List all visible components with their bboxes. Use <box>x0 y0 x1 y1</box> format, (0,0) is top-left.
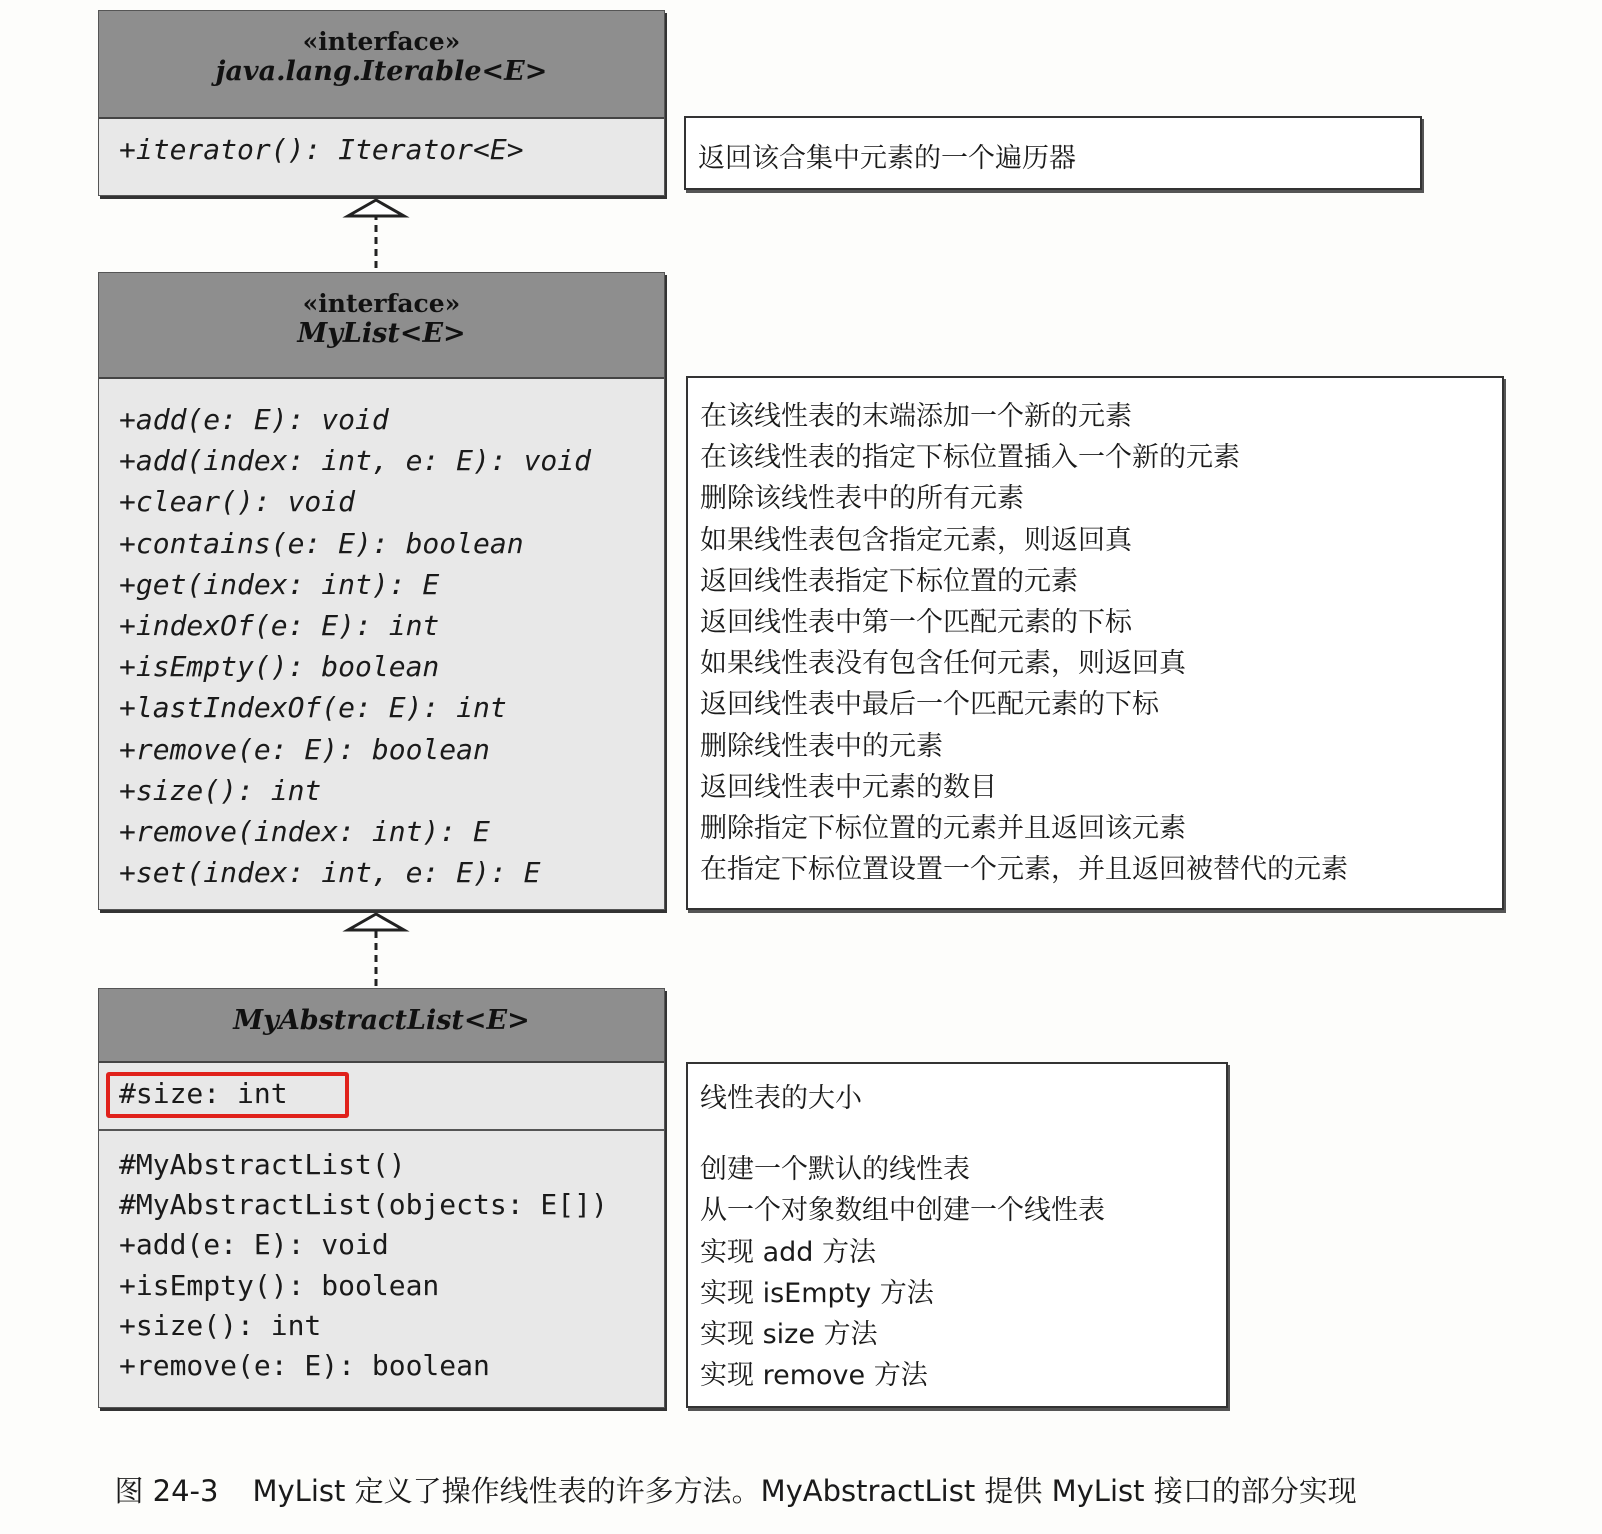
method-line: +contains(e: E): boolean <box>119 526 524 560</box>
note-line: 返回该合集中元素的一个遍历器 <box>698 143 1076 174</box>
note-line: 返回线性表指定下标位置的元素 <box>700 565 1078 597</box>
note-line: 创建一个默认的线性表 <box>700 1154 970 1186</box>
mylist-note <box>686 376 1504 910</box>
method-line: +remove(e: E): boolean <box>119 732 490 766</box>
mylist-class-box <box>98 272 665 910</box>
abstractlist-name: MyAbstractList<E> <box>233 1005 530 1036</box>
note-line: 返回线性表中元素的数目 <box>700 771 997 803</box>
note-line: 删除指定下标位置的元素并且返回该元素 <box>700 813 1186 845</box>
method-line: +add(e: E): void <box>119 1228 389 1262</box>
mylist-name: MyList<E> <box>297 318 466 349</box>
abstractlist-header <box>99 989 664 1063</box>
method-line: +iterator(): Iterator<E> <box>119 133 524 166</box>
note-line: 在该线性表的末端添加一个新的元素 <box>700 401 1132 432</box>
note-line: 返回线性表中最后一个匹配元素的下标 <box>700 689 1159 721</box>
method-line: +get(index: int): E <box>119 567 440 601</box>
size-attribute-highlight <box>106 1072 349 1118</box>
method-line: +set(index: int, e: E): E <box>119 856 541 890</box>
iterable-note <box>684 116 1422 190</box>
iterable-methods <box>99 119 664 166</box>
method-line: +clear(): void <box>119 485 356 519</box>
method-line: #MyAbstractList(objects: E[]) <box>119 1188 608 1222</box>
iterable-stereotype: «interface» <box>302 27 461 56</box>
iterable-header <box>99 11 664 119</box>
abstractlist-note <box>686 1062 1228 1408</box>
note-line: 实现 add 方法 <box>700 1236 876 1268</box>
note-line: 删除该线性表中的所有元素 <box>700 483 1024 515</box>
method-line: +indexOf(e: E): int <box>119 609 440 643</box>
abstractlist-methods <box>99 1131 664 1386</box>
method-line: #MyAbstractList() <box>119 1148 406 1181</box>
method-line: +size(): int <box>119 1308 322 1342</box>
mylist-stereotype: «interface» <box>302 289 461 318</box>
method-line: +add(index: int, e: E): void <box>119 444 592 478</box>
method-line: +remove(index: int): E <box>119 815 490 849</box>
arrowhead-mylist <box>348 914 404 930</box>
note-line: 实现 size 方法 <box>700 1319 878 1351</box>
iterable-name: java.lang.Iterable<E> <box>215 56 548 87</box>
note-line: 在指定下标位置设置一个元素，并且返回被替代的元素 <box>700 854 1348 886</box>
method-line: +isEmpty(): boolean <box>119 650 440 684</box>
note-line: 线性表的大小 <box>700 1083 862 1114</box>
figure-number: 图 24-3 <box>114 1474 219 1508</box>
note-line: 如果线性表包含指定元素，则返回真 <box>700 524 1132 556</box>
note-line: 返回线性表中第一个匹配元素的下标 <box>700 607 1132 639</box>
method-line: +remove(e: E): boolean <box>119 1349 490 1383</box>
figure-caption <box>96 1435 1576 1510</box>
note-spacer <box>700 1119 1226 1149</box>
caption-text: MyList 定义了操作线性表的许多方法。MyAbstractList 提供 MyList 接口的部分实现 <box>252 1474 1357 1508</box>
method-line: +add(e: E): void <box>119 403 389 436</box>
mylist-header <box>99 273 664 379</box>
note-line: 实现 remove 方法 <box>700 1360 928 1392</box>
note-line: 在该线性表的指定下标位置插入一个新的元素 <box>700 442 1240 474</box>
note-line: 删除线性表中的元素 <box>700 730 943 762</box>
method-line: +lastIndexOf(e: E): int <box>119 691 507 725</box>
method-line: +isEmpty(): boolean <box>119 1268 440 1302</box>
note-line: 实现 isEmpty 方法 <box>700 1277 934 1309</box>
arrowhead-iterable <box>348 200 404 216</box>
attribute-line: #size: int <box>119 1077 288 1110</box>
mylist-methods <box>99 379 664 893</box>
note-line: 如果线性表没有包含任何元素，则返回真 <box>700 648 1186 680</box>
note-line: 从一个对象数组中创建一个线性表 <box>700 1195 1105 1227</box>
abstractlist-class-box <box>98 988 665 1408</box>
iterable-class-box <box>98 10 665 196</box>
method-line: +size(): int <box>119 773 322 807</box>
